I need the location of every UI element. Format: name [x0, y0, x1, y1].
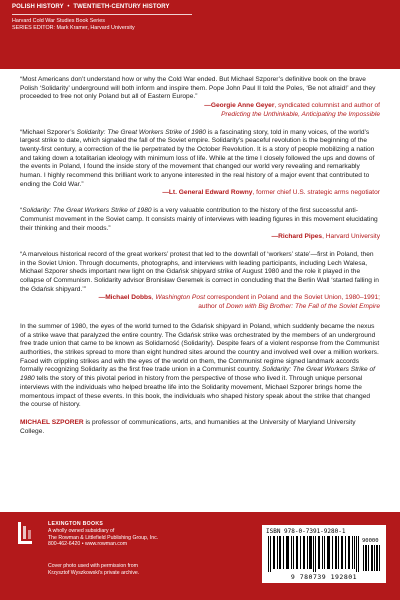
category-twentieth-century: TWENTIETH-CENTURY HISTORY	[73, 4, 170, 10]
barcode	[262, 525, 386, 583]
blurb-desc: correspondent in Poland and the Soviet Union, 1980–1991;	[205, 294, 380, 302]
blurb-publication: Washington Post	[155, 294, 206, 302]
lexington-logo-icon	[18, 522, 32, 544]
category-line	[12, 4, 170, 10]
price-code: 90000	[362, 538, 379, 544]
back-cover-text	[20, 76, 380, 436]
author-bio: MICHAEL SZPORER is professor of communications, arts, and humanities at the University of Maryland University College.	[20, 418, 356, 435]
photo-credit: Cover photo used with permission from Krzysztof Wyszkowski’s private archive.	[48, 563, 140, 576]
blurb-desc: syndicated columnist and author of	[278, 102, 380, 110]
blurb-desc: former chief U.S. strategic arms negotiator	[256, 189, 380, 197]
blurb-quote: “Solidarity: The Great Workers Strike of 1980 is a very valuable contribution to the history of the first successful anti-Communist movement in the Soviet camp. It consists mainly of interviews with leading figures in this movement elucidating their thinking and their moods.”	[20, 207, 378, 232]
header-divider	[12, 14, 192, 15]
blurb-quote: “Most Americans don’t understand how or why the Cold War ended. But Michael Szporer’s definitive book on the brave Polish ‘Solidarity’ underground will both inform and inspire them. Pope John Paul II told the Poles, ‘Be not afraid!’ and they proceeded to free not only Poland but all of Eastern Europe.”	[20, 76, 376, 101]
blurb-quote: “A marvelous historical record of the great workers’ protest that led to the downfall of ‘workers’ state’—first in Poland, then in the Soviet Union. Through documents, photographs, and interviews with leading participants, including Lech Walesa, Michael Szporer sheds important new light on the Gdańsk shipyard strike of August 1980 and the role it played in the collapse of Communism. Solidarity advisor Bronisław Geremek is correct in concluding that the Berlin Wall ‘started falling in the Gdańsk shipyard.’”	[20, 250, 379, 293]
blurb-attribution: —Georgie Anne Geyer, syndicated columnist and author of	[204, 102, 380, 110]
blurb-name: —Lt. General Edward Rowny	[162, 189, 253, 197]
blurb-desc: Harvard University	[325, 233, 380, 241]
book-title-ref: Solidarity: The Great Workers Strike of 1980	[22, 207, 152, 215]
header-band	[0, 0, 400, 69]
blurb-name: —Richard Pipes	[271, 233, 323, 241]
book-title-ref: Solidarity: The Great Workers Strike of 1980	[20, 366, 375, 383]
book-title-ref: Solidarity: The Great Workers Strike of 1980	[76, 128, 206, 136]
publisher-contact: 800-462-6420 • www.rowman.com	[48, 541, 128, 548]
blurb-dobbs	[20, 251, 380, 312]
blurb-attribution: —Richard Pipes, Harvard University	[271, 233, 380, 241]
blurb-attribution-line2: author of Down with Big Brother: The Fall of the Soviet Empire	[198, 303, 380, 311]
series-editor: SERIES EDITOR: Mark Kramer, Harvard University	[12, 25, 135, 31]
blurb-rowny	[20, 129, 380, 199]
blurb-quote: “Michael Szporer’s Solidarity: The Great Workers Strike of 1980 is a fascinating story, told in many voices, of the world’s largest strike to date, which signaled the fall of the Soviet empire. Solidarity’s peaceful revolution is the beginning of the twenty-first century, a correction of the lie perpetrated by the October Revolution. It is a story of people mobilizing a nation and taking down a totalitarian ideology with minimum loss of life. While at the time I closely followed the ups and downs of the events in Poland, I found the inside story of the movement that changed our world very revealing and remarkably human. I highly recommend this brilliant work to anyone interested in the real history of a major event that contributed to ending the Cold War.”	[20, 128, 375, 188]
publisher-info	[48, 521, 158, 548]
blurb-name: —Michael Dobbs	[98, 294, 152, 302]
blurb-book-title: Predicting the Unthinkable, Anticipating the Impossible	[221, 110, 380, 118]
blurb-book	[20, 111, 380, 120]
blurb-attribution: —Michael Dobbs, Washington Post correspondent in Poland and the Soviet Union, 1980–1991;	[98, 294, 380, 302]
blurb-pipes	[20, 207, 380, 242]
isbn-label: ISBN 978-0-7391-9280-1	[266, 528, 346, 535]
publisher-name: LEXINGTON BOOKS	[48, 521, 104, 527]
barcode-bars-icon	[266, 536, 382, 573]
category-polish-history: POLISH HISTORY	[12, 4, 64, 10]
category-separator: •	[67, 4, 70, 10]
book-summary: In the summer of 1980, the eyes of the world turned to the Gdańsk shipyard in Poland, which suddenly became the nexus of a strike wave that paralyzed the entire country. The Gdańsk strike was orchestrated by the members of an underground free trade union that came to be known as Solidarność (Solidarity). Despite fears of a violent response from the Communist authorities, the strikes spread to more than eight hundred sites around the country and involved well over a million workers. Faced with crippling strikes and with the eyes of the world on them, the Communist regime signed landmark accords formally recognizing Solidarity as the first free trade union in a Communist country. Solidarity: The Great Workers Strike of 1980 tells the story of this pivotal period in history from the perspective of those who lived it. Through unique personal interviews with the individuals who helped breathe life into the Solidarity movement, Michael Szporer brings home the momentous impact of these events. In this book, the individuals who shaped history speak about the strike that changed the course of history.	[20, 322, 380, 409]
blurb-name: —Georgie Anne Geyer	[204, 102, 275, 110]
publisher-line: The Rowman & Littlefield Publishing Group, Inc.	[48, 534, 159, 541]
blurb-attribution: —Lt. General Edward Rowny, former chief U.S. strategic arms negotiator	[162, 189, 380, 197]
series-title: Harvard Cold War Studies Book Series	[12, 18, 105, 24]
barcode-number: 9 780739 192801	[290, 573, 358, 581]
author-name: MICHAEL SZPORER	[20, 418, 84, 426]
blurb-book-title: Down with Big Brother: The Fall of the Soviet Empire	[226, 303, 380, 311]
series-info	[12, 18, 135, 32]
publisher-line: A wholly owned subsidiary of	[48, 527, 115, 534]
blurb-geyer	[20, 76, 380, 120]
